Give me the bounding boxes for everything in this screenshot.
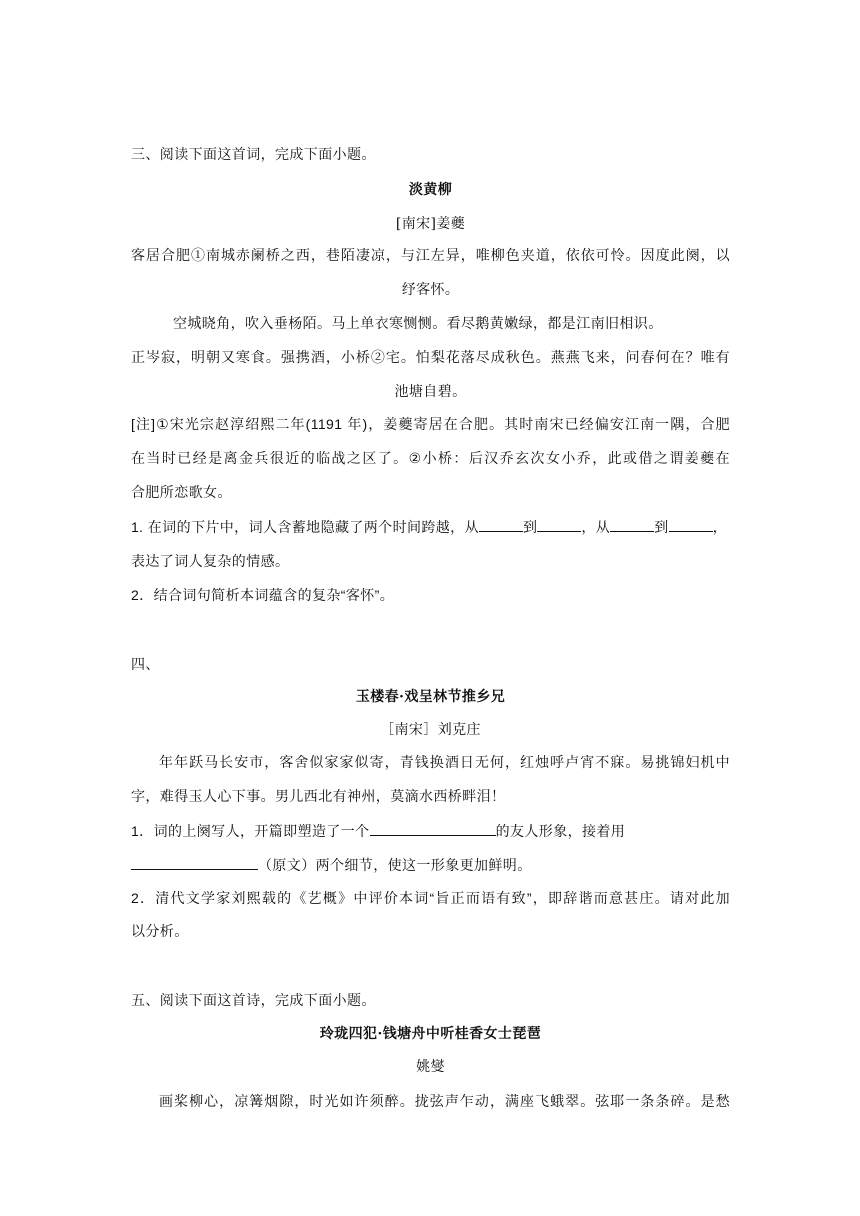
answer-blank-4[interactable] (669, 517, 713, 532)
question-1-end: ， (712, 519, 727, 535)
section-4-author: ［南宋］刘克庄 (380, 722, 481, 738)
section-4-question-1 (131, 821, 730, 841)
question-1-text: 1. 在词的下片中，词人含蓄地隐藏了两个时间跨越，从 (131, 519, 479, 535)
section-3-verse-line-1: 空城晓角，吹入垂杨陌。马上单衣寒恻恻。看尽鹅黄嫩绿，都是江南旧相识。 (173, 316, 663, 332)
answer-blank-2[interactable] (131, 855, 258, 870)
section-3-note-line-1: [注]①宋光宗赵淳绍熙二年(1191 年)，姜夔寄居在合肥。其时南宋已经偏安江南一隅，合肥 (131, 416, 730, 432)
section-5-verse-line-1: 画桨柳心，凉篝烟隙，时光如许须醉。拢弦声乍动，满座飞蛾翠。弦耶一条条碎。是愁 (159, 1094, 730, 1110)
section-3-verse-line-2: 正岑寂，明朝又寒食。强携酒，小桥②宅。怕梨花落尽成秋色。燕燕飞来，问春何在？唯有 (131, 350, 730, 366)
section-5-poem-title: 玲珑四犯·钱塘舟中听桂香女士琵琶 (319, 1026, 542, 1042)
question-1-text: 1．词的上阕写人，开篇即塑造了一个 (131, 823, 370, 839)
section-5-heading: 五、阅读下面这首诗，完成下面小题。 (131, 992, 376, 1008)
section-3-note-line-3: 合肥所恋歌女。 (131, 484, 232, 500)
question-1-separator: ，从 (581, 519, 611, 535)
section-4-heading: 四、 (131, 656, 160, 672)
section-4-question-2-line-1: 2．清代文学家刘熙载的《艺概》中评价本词“旨正而语有致”，即辞谐而意甚庄。请对此加 (131, 890, 730, 906)
section-5-author: 姚燮 (416, 1059, 445, 1075)
section-3-preface-line-2: 纾客怀。 (401, 282, 460, 298)
section-3-preface-line-1: 客居合肥①南城赤阑桥之西，巷陌凄凉，与江左异，唯柳色夹道，依依可怜。因度此阕，以 (131, 248, 730, 264)
question-1-text-2: 的友人形象，接着用 (495, 823, 626, 839)
answer-blank-3[interactable] (610, 517, 654, 532)
question-1-to-1: 到 (522, 519, 538, 535)
section-3-question-1 (131, 517, 730, 537)
question-1-to-2: 到 (654, 519, 669, 535)
section-3-question-1-line-2: 表达了词人复杂的情感。 (131, 553, 290, 569)
question-1-line-2-text: （原文）两个细节，使这一形象更加鲜明。 (258, 857, 532, 873)
section-4-poem-title: 玉楼春·戏呈林节推乡兄 (355, 689, 506, 705)
section-3-question-2: 2．结合词句简析本词蕴含的复杂“客怀”。 (131, 587, 395, 603)
section-3-verse-line-3: 池塘自碧。 (394, 384, 467, 400)
section-4-question-1-line-2 (131, 855, 730, 875)
section-3-note-line-2: 在当时已经是离金兵很近的临战之区了。②小桥：后汉乔玄次女小乔，此或借之谓姜夔在 (131, 450, 730, 466)
document-page (131, 0, 730, 1216)
section-3-poem-title: 淡黄柳 (408, 182, 453, 198)
section-4-verse-line-1: 年年跃马长安市，客舍似家家似寄，青钱换酒日无何，红烛呼卢宵不寐。易挑锦妇机中 (159, 755, 730, 771)
answer-blank-1[interactable] (479, 517, 523, 532)
section-3-author: [南宋]姜夔 (395, 216, 466, 232)
answer-blank-2[interactable] (537, 517, 581, 532)
section-3-heading: 三、阅读下面这首词，完成下面小题。 (131, 146, 376, 162)
section-4-verse-line-2: 字，难得玉人心下事。男儿西北有神州，莫滴水西桥畔泪！ (131, 789, 506, 805)
section-4-question-2-line-2: 以分析。 (131, 923, 189, 939)
answer-blank-1[interactable] (370, 821, 496, 836)
